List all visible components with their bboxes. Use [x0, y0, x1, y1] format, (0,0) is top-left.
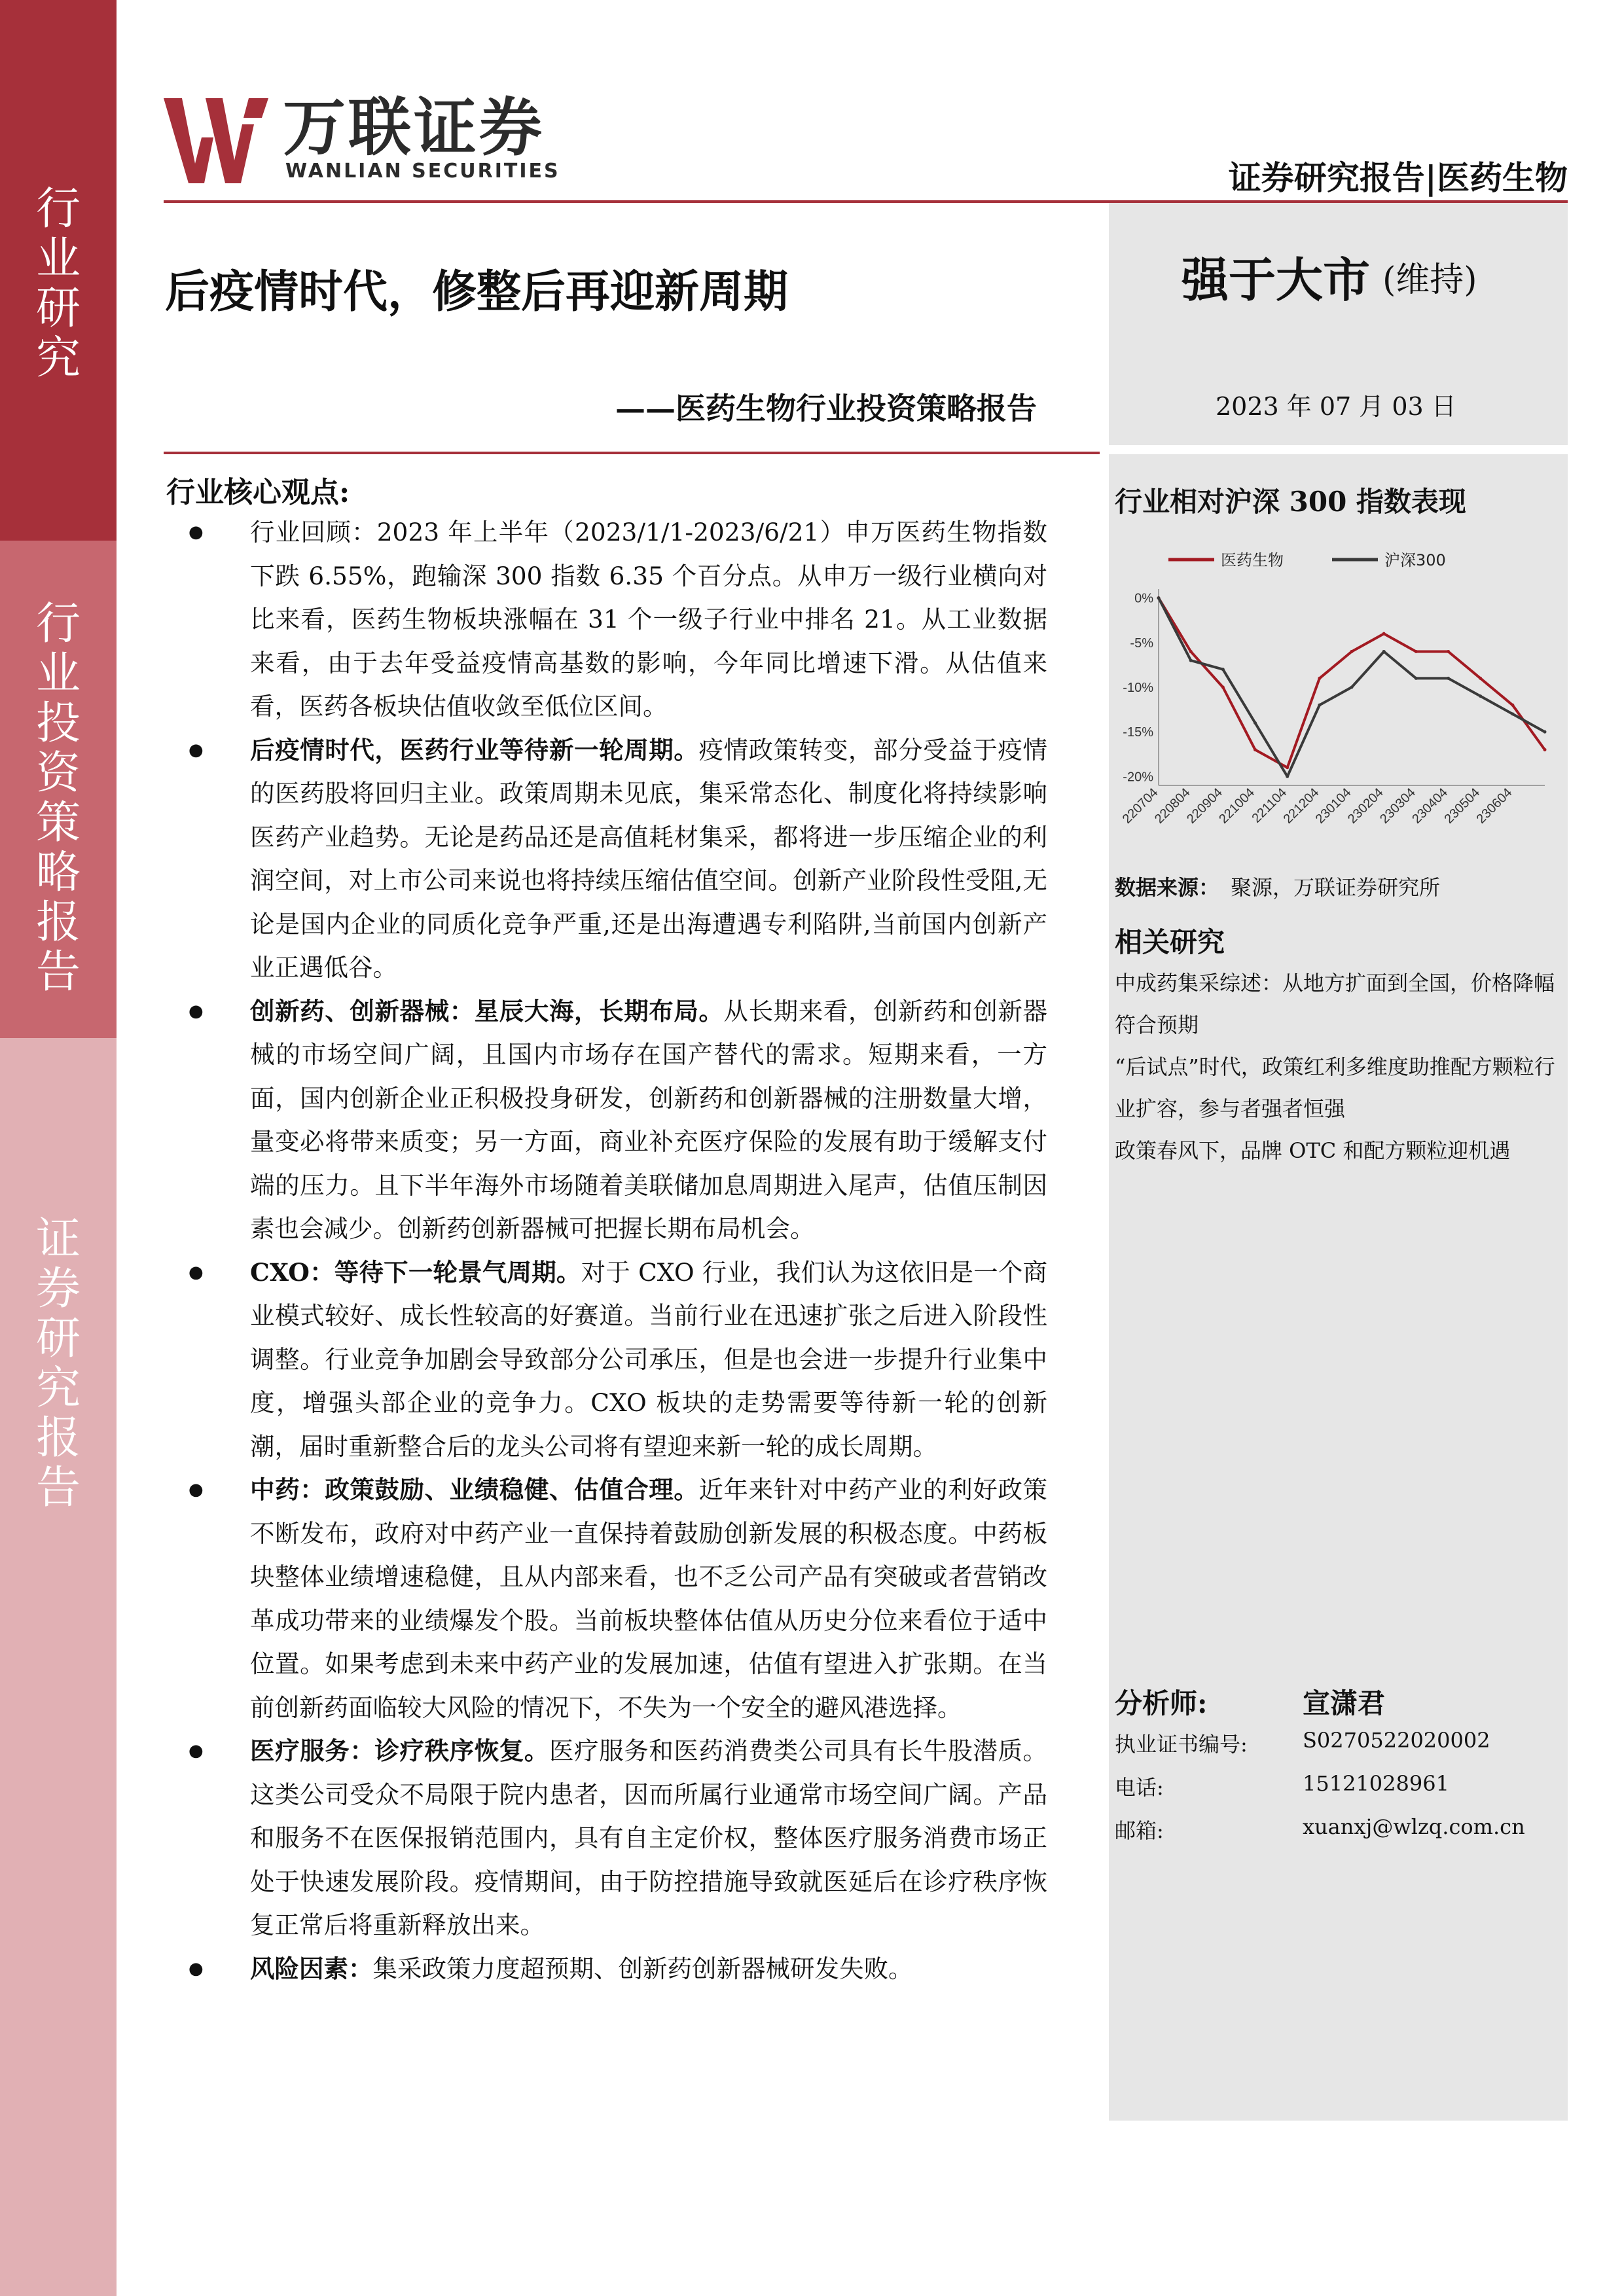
chart-point [1254, 721, 1257, 725]
viewpoint-heading: 医疗服务：诊疗秩序恢复。 [250, 1736, 549, 1765]
chart-point [1350, 686, 1354, 689]
report-date: 2023 年 07 月 03 日 [1216, 392, 1456, 421]
chart-x-tick-label: 230504 [1441, 785, 1483, 827]
chart-legend-label: 医药生物 [1221, 551, 1284, 569]
chart-point [1254, 748, 1257, 751]
related-research-item[interactable]: “后试点”时代，政策红利多维度助推配方颗粒行业扩容，参与者强者恒强 [1115, 1054, 1555, 1121]
phone-value: 15121028961 [1303, 1771, 1449, 1796]
side-banner-char: 告 [35, 946, 81, 998]
viewpoint-heading: 风险因素： [250, 1954, 373, 1983]
side-banner-char: 报 [35, 897, 81, 948]
chart-point [1511, 704, 1514, 707]
chart-y-tick-label: -20% [1123, 770, 1153, 785]
viewpoint-text: 近年来针对中药产业的利好政策不断发布，政府对中药产业一直保持着鼓励创新发展的积极态度。中药板块整体业绩增速稳健，且从内部来看，也不乏公司产品有突破或者营销改革成功带来的业绩爆发个股。当前板块整体估值从历史分位来看位于适中位置。如果考虑到未来中药产业的发展加速，估值有望进入扩张期。在当前创新药面临较大风险的情况下，不失为一个安全的避风港选择。 [250, 1475, 1048, 1722]
report-subtitle: ——医药生物行业投资策略报告 [615, 391, 1037, 426]
bullet-icon: ● [189, 522, 204, 542]
core-viewpoint-item [185, 1729, 1047, 1947]
chart-point [1350, 650, 1354, 653]
sidebar-divider [1109, 445, 1568, 454]
rating-main: 强于大市 [1182, 252, 1371, 308]
chart-y-tick-label: -15% [1123, 725, 1153, 740]
chart-point [1543, 748, 1547, 751]
side-banner-char: 研 [35, 1313, 81, 1365]
analyst-name: 宣潇君 [1303, 1687, 1386, 1719]
related-research-heading: 相关研究 [1115, 926, 1225, 958]
viewpoint-text: 对于 CXO 行业，我们认为这依旧是一个商业模式较好、成长性较高的好赛道。当前行业在迅速扩张之后进入阶段性调整。行业竞争加剧会导致部分公司承压，但是也会进一步提升行业集中度，增强头部企业的竞争力。CXO 板块的走势需要等待新一轮的创新潮，届时重新整合后的龙头公司将有望迎来新一轮的成长周期。 [250, 1257, 1048, 1461]
chart-x-tick-label: 221204 [1280, 785, 1322, 827]
chart-point [1189, 650, 1193, 653]
chart-point [1543, 730, 1547, 734]
source-text: 聚源，万联证券研究所 [1231, 875, 1441, 900]
side-banner-char: 投 [35, 698, 81, 749]
core-viewpoints-heading: 行业核心观点: [166, 476, 350, 509]
chart-point [1415, 650, 1418, 653]
side-banner-char: 报 [35, 1412, 81, 1464]
bullet-icon: ● [189, 1262, 204, 1282]
viewpoint-heading: 创新药、创新器械：星辰大海，长期布局。 [250, 996, 724, 1026]
related-research-item[interactable]: 政策春风下，品牌 OTC 和配方颗粒迎机遇 [1115, 1138, 1511, 1163]
report-type-label: 证券研究报告|医药生物 [1228, 158, 1568, 197]
viewpoint-text: 疫情政策转变，部分受益于疫情的医药股将回归主业。政策周期未见底，集采常态化、制度化将持续影响医药产业趋势。无论是药品还是高值耗材集采，都将进一步压缩企业的利润空间，对上市公司来说也将持续压缩估值空间。创新产业阶段性受阻,无论是国内企业的同质化竞争严重,还是出海遭遇专利陷阱,当前国内创新产业正遇低谷。 [250, 735, 1048, 982]
core-viewpoint-item [185, 990, 1047, 1251]
side-banner-char: 证 [35, 1213, 81, 1265]
core-viewpoint-item [185, 728, 1047, 990]
chart-x-tick-label: 230104 [1312, 785, 1354, 827]
core-viewpoint-item [185, 1251, 1047, 1469]
side-banner-char: 研 [35, 283, 81, 334]
chart-point [1318, 704, 1321, 707]
chart-point [1415, 677, 1418, 680]
chart-legend-label: 沪深300 [1384, 551, 1446, 569]
chart-point [1286, 766, 1289, 769]
bullet-icon: ● [189, 1480, 204, 1499]
chart-series-line [1159, 598, 1545, 768]
phone-label: 电话: [1115, 1775, 1164, 1800]
chart-point [1157, 596, 1161, 600]
source-label: 数据来源： [1115, 875, 1220, 900]
side-banner-char: 行 [35, 598, 81, 650]
side-banner-char: 业 [35, 233, 81, 285]
viewpoint-text: 行业回顾：2023 年上半年（2023/1/1-2023/6/21）申万医药生物指数下跌 6.55%，跑输深 300 指数 6.35 个百分点。从申万一级行业横向对比来看，医药生物板块涨幅在 31 个一级子行业中排名 21。从工业数据来看，由于去年受益疫情高基数的影响，今年同比增速下滑。从估值来看，医药各板块估值收敛至低位区间。 [250, 518, 1047, 721]
side-banner-securities-report [0, 1038, 117, 2296]
core-viewpoints-list [185, 511, 1047, 1990]
side-banner-char: 策 [35, 797, 81, 849]
chart-x-tick-label: 220704 [1119, 785, 1161, 827]
chart-point [1479, 694, 1482, 698]
side-banner-char: 业 [35, 648, 81, 700]
viewpoint-heading: CXO：等待下一轮景气周期。 [250, 1257, 581, 1287]
side-banner-char: 究 [35, 1363, 81, 1414]
chart-x-tick-label: 221004 [1216, 785, 1258, 827]
side-banner-char: 行 [35, 183, 81, 235]
bullet-icon: ● [189, 1741, 204, 1761]
email-value[interactable]: xuanxj@wlzq.com.cn [1303, 1814, 1525, 1839]
related-research-item[interactable]: 中成药集采综述：从地方扩面到全国，价格降幅符合预期 [1115, 971, 1555, 1037]
brand-name-en: WANLIAN SECURITIES [285, 160, 560, 183]
chart-y-tick-label: -10% [1123, 681, 1153, 695]
rating-sub: (维持) [1382, 260, 1477, 300]
report-title: 后疫情时代，修整后再迎新周期 [165, 266, 789, 318]
title-divider [164, 452, 1100, 454]
chart-point [1511, 712, 1514, 715]
viewpoint-text: 从长期来看，创新药和创新器械的市场空间广阔，且国内市场存在国产替代的需求。短期来看，一方面，国内创新企业正积极投身研发，创新药和创新器械的注册数量大增，量变必将带来质变；另一方面，商业补充医疗保险的发展有助于缓解支付端的压力。且下半年海外市场随着美联储加息周期进入尾声，估值压制因素也会减少。创新药创新器械可把握长期布局机会。 [250, 996, 1047, 1243]
core-viewpoint-item [185, 1468, 1047, 1729]
chart-point [1447, 677, 1450, 680]
chart-y-tick-label: 0% [1134, 591, 1153, 606]
cert-value: S0270522020002 [1303, 1728, 1490, 1753]
viewpoint-heading: 中药：政策鼓励、业绩稳健、估值合理。 [250, 1475, 699, 1504]
side-banner-char: 究 [35, 332, 81, 384]
brand-name-cn: 万联证券 [283, 91, 545, 164]
chart-point [1221, 668, 1225, 671]
side-banner-industry-research [0, 0, 117, 541]
chart-x-tick-label: 230204 [1344, 785, 1386, 827]
chart-point [1382, 650, 1386, 653]
side-banner-char: 略 [35, 847, 81, 899]
chart-point [1382, 632, 1386, 636]
bullet-icon: ● [189, 1001, 204, 1021]
side-banner-char: 券 [35, 1263, 81, 1315]
chart-y-tick-label: -5% [1130, 636, 1153, 651]
viewpoint-text: 集采政策力度超预期、创新药创新器械研发失败。 [372, 1954, 913, 1983]
wanlian-logo-icon [164, 98, 268, 183]
chart-point [1221, 686, 1225, 689]
email-label: 邮箱: [1115, 1818, 1164, 1843]
chart-point [1318, 677, 1321, 680]
side-banner-label-2 [0, 600, 117, 997]
chart-x-tick-label: 220804 [1151, 785, 1193, 827]
bullet-icon: ● [189, 740, 204, 760]
core-viewpoint-item [185, 511, 1047, 728]
chart-point [1286, 775, 1289, 778]
viewpoint-heading: 后疫情时代，医药行业等待新一轮周期。 [250, 735, 699, 764]
chart-x-tick-label: 230304 [1377, 785, 1418, 827]
core-viewpoint-item [185, 1947, 1047, 1991]
side-banner-strategy-report [0, 541, 117, 1038]
relative-performance-chart [1113, 537, 1558, 851]
side-banner-label-1 [0, 185, 117, 384]
bullet-icon: ● [189, 1958, 204, 1979]
side-banner-label-3 [0, 1215, 117, 1513]
viewpoint-text: 医疗服务和医药消费类公司具有长牛股潜质。这类公司受众不局限于院内患者，因而所属行业通常市场空间广阔。产品和服务不在医保报销范围内，具有自主定价权，整体医疗服务消费市场正处于快速发展阶段。疫情期间，由于防控措施导致就医延后在诊疗秩序恢复正常后将重新释放出来。 [250, 1736, 1047, 1939]
analyst-label: 分析师: [1115, 1687, 1208, 1719]
chart-point [1479, 677, 1482, 680]
chart-x-tick-label: 230604 [1473, 785, 1515, 827]
chart-x-tick-label: 220904 [1184, 785, 1225, 827]
chart-heading: 行业相对沪深 300 指数表现 [1115, 486, 1466, 518]
chart-point [1189, 659, 1193, 662]
side-banner-char: 告 [35, 1462, 81, 1514]
chart-x-tick-label: 221104 [1249, 785, 1290, 826]
side-banner-char: 资 [35, 747, 81, 799]
chart-x-tick-label: 230404 [1409, 785, 1451, 827]
chart-point [1447, 650, 1450, 653]
cert-label: 执业证书编号: [1115, 1732, 1248, 1757]
